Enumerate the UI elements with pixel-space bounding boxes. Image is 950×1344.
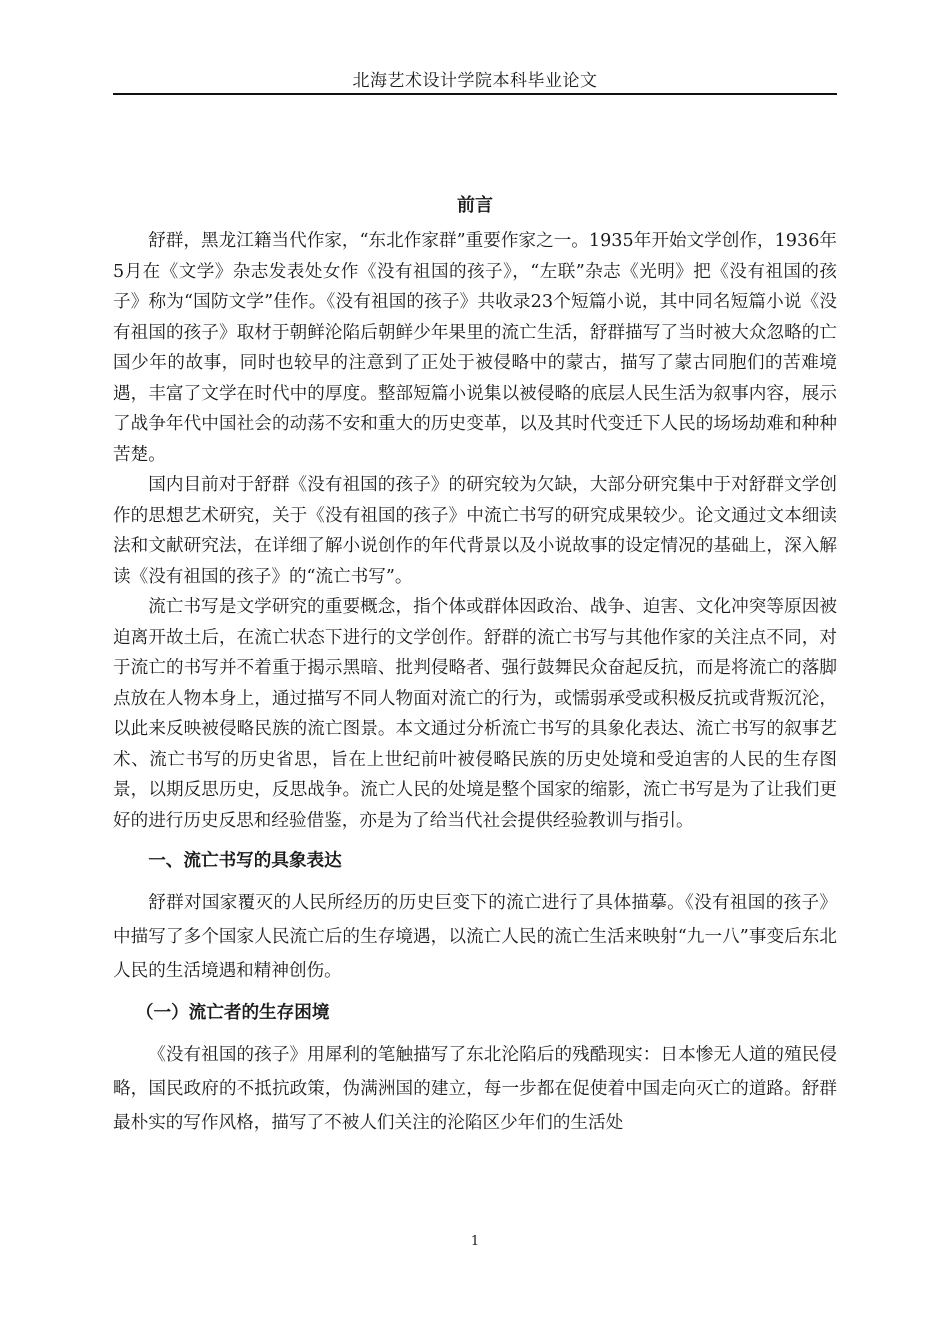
preface-paragraph-3: 流亡书写是文学研究的重要概念，指个体或群体因政治、战争、迫害、文化冲突等原因被迫离开故土后，在流亡状态下进行的文学创作。舒群的流亡书写与其他作家的关注点不同，对于流亡的书写并不着重于揭示黑暗、批判侵略者、强行鼓舞民众奋起反抗，而是将流亡的落脚点放在人物本身上，通过描写不同人物面对流亡的行为，或懦弱承受或积极反抗或背叛沉沦，以此来反映被侵略民族的流亡图景。本文通过分析流亡书写的具象化表达、流亡书写的叙事艺术、流亡书写的历史省思，旨在上世纪前叶被侵略民族的历史处境和受迫害的人民的生存图景，以期反思历史，反思战争。流亡人民的处境是整个国家的缩影，流亡书写是为了让我们更好的进行历史反思和经验借鉴，亦是为了给当代社会提供经验教训与指引。 — [113, 597, 837, 831]
subsection-heading: （一）流亡者的生存困境 — [135, 1002, 330, 1023]
page-number: 1 — [470, 1234, 480, 1249]
section-heading: 一、流亡书写的具象表达 — [148, 850, 342, 871]
document-body — [113, 186, 837, 1140]
preface-title: 前言 — [457, 195, 493, 216]
preface-paragraph-2: 国内目前对于舒群《没有祖国的孩子》的研究较为欠缺，大部分研究集中于对舒群文学创作的思想艺术研究，关于《没有祖国的孩子》中流亡书写的研究成果较少。论文通过文本细读法和文献研究法，在详细了解小说创作的年代背景以及小说故事的设定情况的基础上，深入解读《没有祖国的孩子》的“流亡书写”。 — [113, 475, 837, 587]
subsection-paragraph: 《没有祖国的孩子》用犀利的笔触描写了东北沦陷后的残酷现实：日本惨无人道的殖民侵略，国民政府的不抵抗政策，伪满洲国的建立，每一步都在促使着中国走向灭亡的道路。舒群最朴实的写作风格，描写了不被人们关注的沦陷区少年们的生活处 — [113, 1045, 837, 1133]
preface-paragraph-1: 舒群，黑龙江籍当代作家，“东北作家群”重要作家之一。1935年开始文学创作，1936年5月在《文学》杂志发表处女作《没有祖国的孩子》，“左联”杂志《光明》把《没有祖国的孩子》称为“国防文学”佳作。《没有祖国的孩子》共收录23个短篇小说，其中同名短篇小说《没有祖国的孩子》取材于朝鲜沦陷后朝鲜少年果里的流亡生活，舒群描写了当时被大众忽略的亡国少年的故事，同时也较早的注意到了正处于被侵略中的蒙古，描写了蒙古同胞们的苦难境遇，丰富了文学在时代中的厚度。整部短篇小说集以被侵略的底层人民生活为叙事内容，展示了战争年代中国社会的动荡不安和重大的历史变革，以及其时代变迁下人民的场场劫难和种种苦楚。 — [113, 231, 837, 465]
header-rule — [113, 93, 837, 95]
section-paragraph: 舒群对国家覆灭的人民所经历的历史巨变下的流亡进行了具体描摹。《没有祖国的孩子》中描写了多个国家人民流亡后的生存境遇，以流亡人民的流亡生活来映射“九一八”事变后东北人民的生活境遇和精神创伤。 — [113, 893, 837, 981]
page-header: 北海艺术设计学院本科毕业论文 — [352, 71, 598, 91]
